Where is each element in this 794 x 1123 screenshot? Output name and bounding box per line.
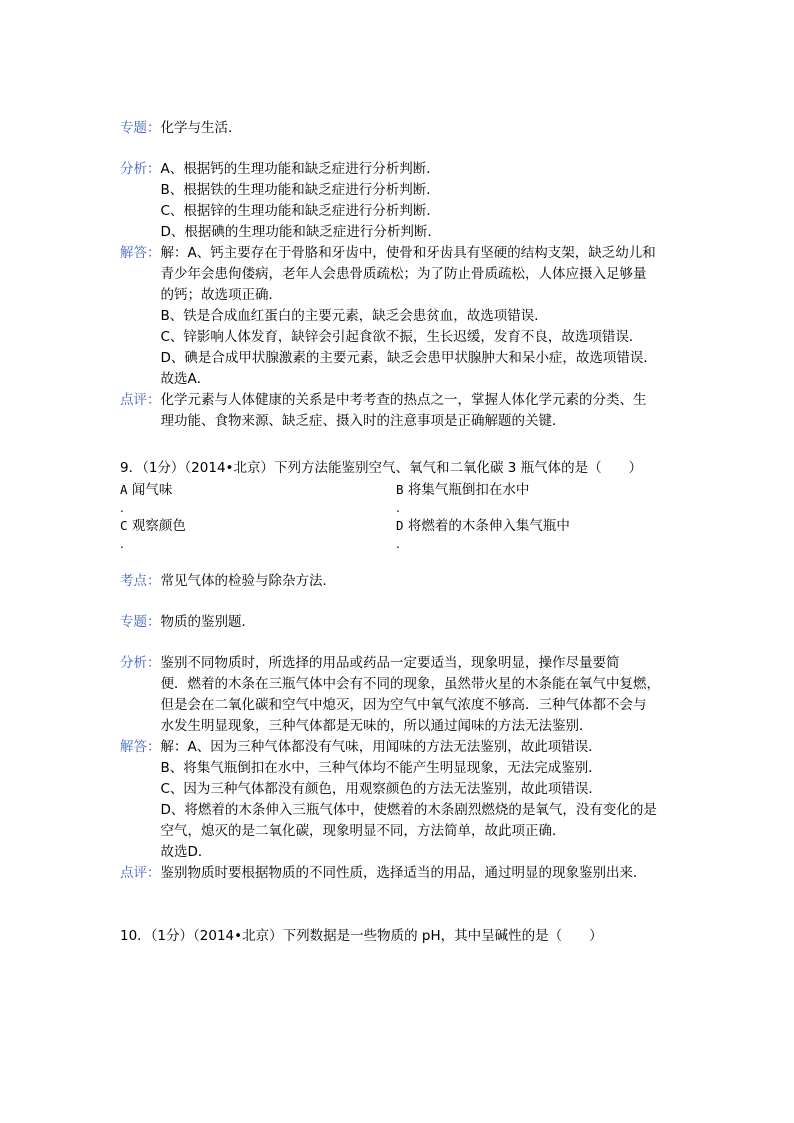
q9-topic: 专题：物质的鉴别题．: [120, 614, 255, 630]
q9-comment-line: 鉴别物质时要根据物质的不同性质，选择适当的用品，通过明显的现象鉴别出来．: [160, 865, 647, 881]
q8-analysis-line: C、根据锌的生理功能和缺乏症进行分析判断．: [160, 203, 440, 219]
q8-topic: 专题：化学与生活．: [120, 120, 242, 136]
option-a: A 闻气味: [120, 482, 173, 498]
q9-analysis: 分析： 鉴别不同物质时，所选择的用品或药品一定要适当，现象明显，操作尽量要简 便．燃着的木条在三瓶气体中会有不同的现象，虽然带火星的木条能在氧气中复燃， 但是会在二氧化碳和空气中熄灭，因为空气中氧气浓度不够高．三种气体都不会与 水发生明显现象，三种气体都是无味的，所以通过闻味的方法无法鉴别．: [120, 653, 680, 737]
q9-analysis-line: 鉴别不同物质时，所选择的用品或药品一定要适当，现象明显，操作尽量要简: [160, 655, 620, 671]
q9-answer-line: 解：A、因为三种气体都没有气味，用闻味的方法无法鉴别，故此项错误．: [160, 739, 602, 755]
topic-label: 专题: [120, 120, 147, 136]
document-page: [120, 118, 680, 947]
q8-comment: 点评： 化学元素与人体健康的关系是中考考查的热点之一，掌握人体化学元素的分类、生 理功能、食物来源、缺乏症、摄入时的注意事项是正确解题的关键．: [120, 390, 680, 432]
q8-analysis: 分析： A、根据钙的生理功能和缺乏症进行分析判断． B、根据铁的生理功能和缺乏症进行分析判断． C、根据锌的生理功能和缺乏症进行分析判断． D、根据碘的生理功能和缺乏症进行分析判断．: [120, 159, 680, 243]
q9-answer-line: 故选D．: [160, 844, 212, 860]
q9-answer-line: B、将集气瓶倒扣在水中，三种气体均不能产生明显现象，无法完成鉴别．: [160, 760, 602, 776]
q8-answer-line: D、碘是合成甲状腺激素的主要元素，缺乏会患甲状腺肿大和呆小症，故选项错误．: [160, 350, 657, 366]
q8-answer-line: C、锌影响人体发育，缺锌会引起食欲不振，生长迟缓，发育不良，故选项错误．: [160, 329, 643, 345]
q8-answer-line: B、铁是合成血红蛋白的主要元素，缺乏会患贫血，故选项错误．: [160, 308, 548, 324]
q8-comment-line: 理功能、食物来源、缺乏症、摄入时的注意事项是正确解题的关键．: [160, 413, 566, 429]
q9-topic-text: 物质的鉴别题．: [160, 614, 255, 630]
q9-answer-line: C、因为三种气体都没有颜色，用观察颜色的方法无法鉴别，故此项错误．: [160, 781, 602, 797]
q8-answer-line: 解：A、钙主要存在于骨胳和牙齿中，使骨和牙齿具有坚硬的结构支架，缺乏幼儿和: [160, 245, 656, 261]
q9-comment: 点评： 鉴别物质时要根据物质的不同性质，选择适当的用品，通过明显的现象鉴别出来．: [120, 863, 680, 884]
q8-topic-text: 化学与生活．: [160, 120, 242, 136]
option-b: B 将集气瓶倒扣在水中: [396, 482, 530, 498]
q8-answer: 解答： 解：A、钙主要存在于骨胳和牙齿中，使骨和牙齿具有坚硬的结构支架，缺乏幼儿和 青少年会患佝偻病，老年人会患骨质疏松；为了防止骨质疏松，人体应摄入足够量 的钙；故选项正确． B、铁是合成血红蛋白的主要元素，缺乏会患贫血，故选项错误． C、锌影响人体发育，缺锌会引起食欲不振，生长迟缓，发育不良，故选项错误． D、碘是合成甲状腺激素的主要元素，缺乏会患甲状腺肿大和呆小症，故选项错误． 故选A．: [120, 243, 680, 390]
option-c: C 观察颜色: [120, 518, 186, 534]
q9-point-text: 常见气体的检验与除杂方法．: [160, 573, 336, 589]
q8-answer-line: 青少年会患佝偻病，老年人会患骨质疏松；为了防止骨质疏松，人体应摄入足够量: [160, 266, 647, 282]
option-d: D 将燃着的木条伸入集气瓶中: [396, 518, 570, 534]
q9-analysis-line: 但是会在二氧化碳和空气中熄灭，因为空气中氧气浓度不够高．三种气体都不会与: [160, 697, 647, 713]
q9-stem: 9．（1分）（2014•北京）下列方法能鉴别空气、氧气和二氧化碳 3 瓶气体的是（ ）: [120, 460, 643, 476]
q8-analysis-line: D、根据碘的生理功能和缺乏症进行分析判断．: [160, 224, 441, 240]
q9-analysis-line: 便．燃着的木条在三瓶气体中会有不同的现象，虽然带火星的木条能在氧气中复燃，: [160, 676, 660, 692]
q9-answer: 解答： 解：A、因为三种气体都没有气味，用闻味的方法无法鉴别，故此项错误． B、将集气瓶倒扣在水中，三种气体均不能产生明显现象，无法完成鉴别． C、因为三种气体都没有颜色，用观察颜色的方法无法鉴别，故此项错误． D、将燃着的木条伸入三瓶气体中，使燃着的木条剧烈燃烧的是氧气，没有变化的是 空气，熄灭的是二氧化碳，现象明显不同，方法简单，故此项正确． 故选D．: [120, 737, 680, 863]
q8-answer-line: 故选A．: [160, 371, 211, 387]
q9-analysis-line: 水发生明显现象，三种气体都是无味的，所以通过闻味的方法无法鉴别．: [160, 718, 593, 734]
q9-answer-line: 空气，熄灭的是二氧化碳，现象明显不同，方法简单，故此项正确．: [160, 823, 566, 839]
q8-comment-line: 化学元素与人体健康的关系是中考考查的热点之一，掌握人体化学元素的分类、生: [160, 392, 647, 408]
q8-analysis-line: A、根据钙的生理功能和缺乏症进行分析判断．: [160, 161, 440, 177]
q9-point: 考点：常见气体的检验与除杂方法．: [120, 573, 336, 589]
q10-stem: 10．（1分）（2014•北京）下列数据是一些物质的 pH，其中呈碱性的是（ ）: [120, 928, 603, 944]
q9-answer-line: D、将燃着的木条伸入三瓶气体中，使燃着的木条剧烈燃烧的是氧气，没有变化的是: [160, 802, 657, 818]
q8-answer-line: 的钙；故选项正确．: [160, 287, 282, 303]
q9-options: A 闻气味 . B 将集气瓶倒扣在水中 . C 观察颜色 . D 将燃着的木条伸入集气瓶中 .: [120, 479, 680, 551]
q8-analysis-line: B、根据铁的生理功能和缺乏症进行分析判断．: [160, 182, 440, 198]
